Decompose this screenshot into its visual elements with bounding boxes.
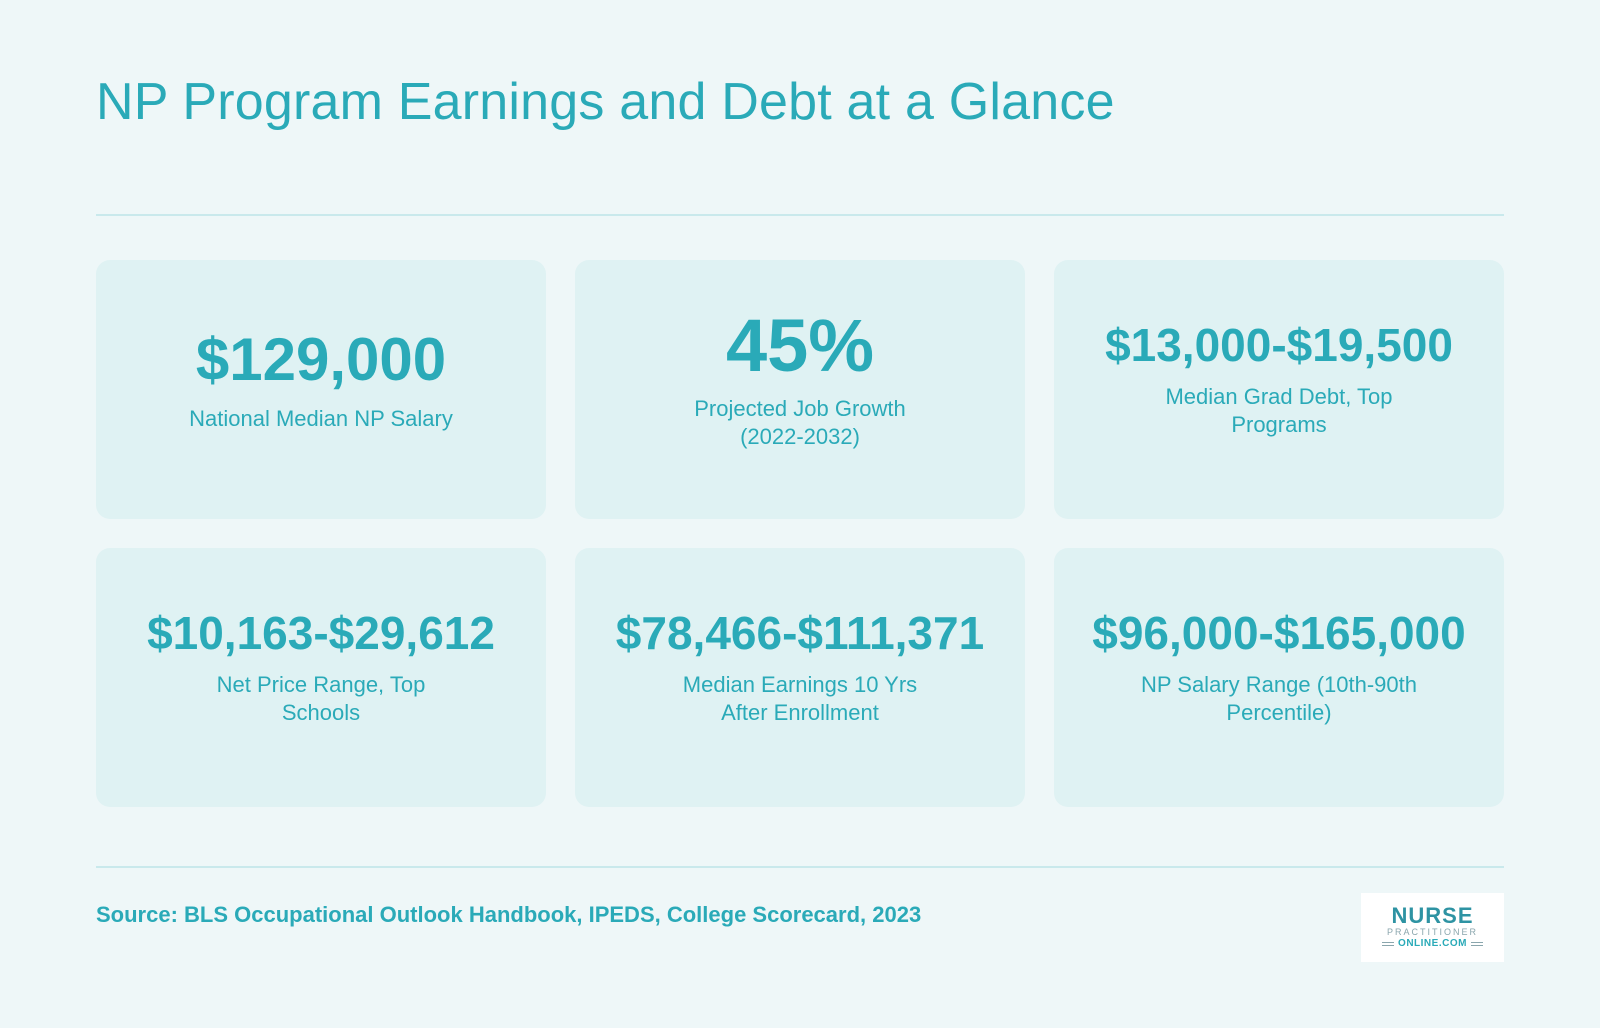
stat-label: Net Price Range, Top Schools bbox=[216, 671, 426, 725]
stat-label: National Median NP Salary bbox=[189, 405, 453, 431]
stat-card-net-price bbox=[96, 548, 546, 807]
stat-label: NP Salary Range (10th-90th Percentile) bbox=[1141, 671, 1417, 725]
page-title: NP Program Earnings and Debt at a Glance bbox=[96, 73, 1115, 131]
stat-value: $13,000-$19,500 bbox=[1105, 319, 1453, 372]
logo-dash-left bbox=[1382, 942, 1394, 946]
top-divider bbox=[96, 214, 1504, 216]
source-note: Source: BLS Occupational Outlook Handbook, IPEDS, College Scorecard, 2023 bbox=[96, 902, 922, 927]
stat-card-job-growth bbox=[575, 260, 1025, 519]
logo-url-row bbox=[1382, 938, 1483, 950]
logo-subtitle: PRACTITIONER bbox=[1386, 927, 1478, 937]
stat-card-grad-debt bbox=[1054, 260, 1504, 519]
stat-card-salary-range bbox=[1054, 548, 1504, 807]
logo-dash-right bbox=[1471, 942, 1483, 946]
stat-card-median-earnings bbox=[575, 548, 1025, 807]
stats-grid bbox=[96, 260, 1504, 807]
stat-card-median-salary bbox=[96, 260, 546, 519]
brand-logo bbox=[1361, 893, 1504, 962]
stat-label: Median Grad Debt, Top Programs bbox=[1165, 383, 1393, 437]
stat-label: Projected Job Growth (2022-2032) bbox=[694, 395, 906, 449]
stat-value: $10,163-$29,612 bbox=[147, 607, 495, 660]
bottom-divider bbox=[96, 866, 1504, 868]
stat-value: 45% bbox=[725, 303, 875, 387]
stat-value: $129,000 bbox=[195, 325, 447, 393]
stat-value: $78,466-$111,371 bbox=[615, 607, 985, 660]
stat-label: Median Earnings 10 Yrs After Enrollment bbox=[682, 671, 918, 725]
logo-url: ONLINE.COM bbox=[1398, 938, 1467, 949]
stat-value: $96,000-$165,000 bbox=[1092, 607, 1466, 660]
logo-wordmark: NURSE bbox=[1391, 903, 1474, 928]
